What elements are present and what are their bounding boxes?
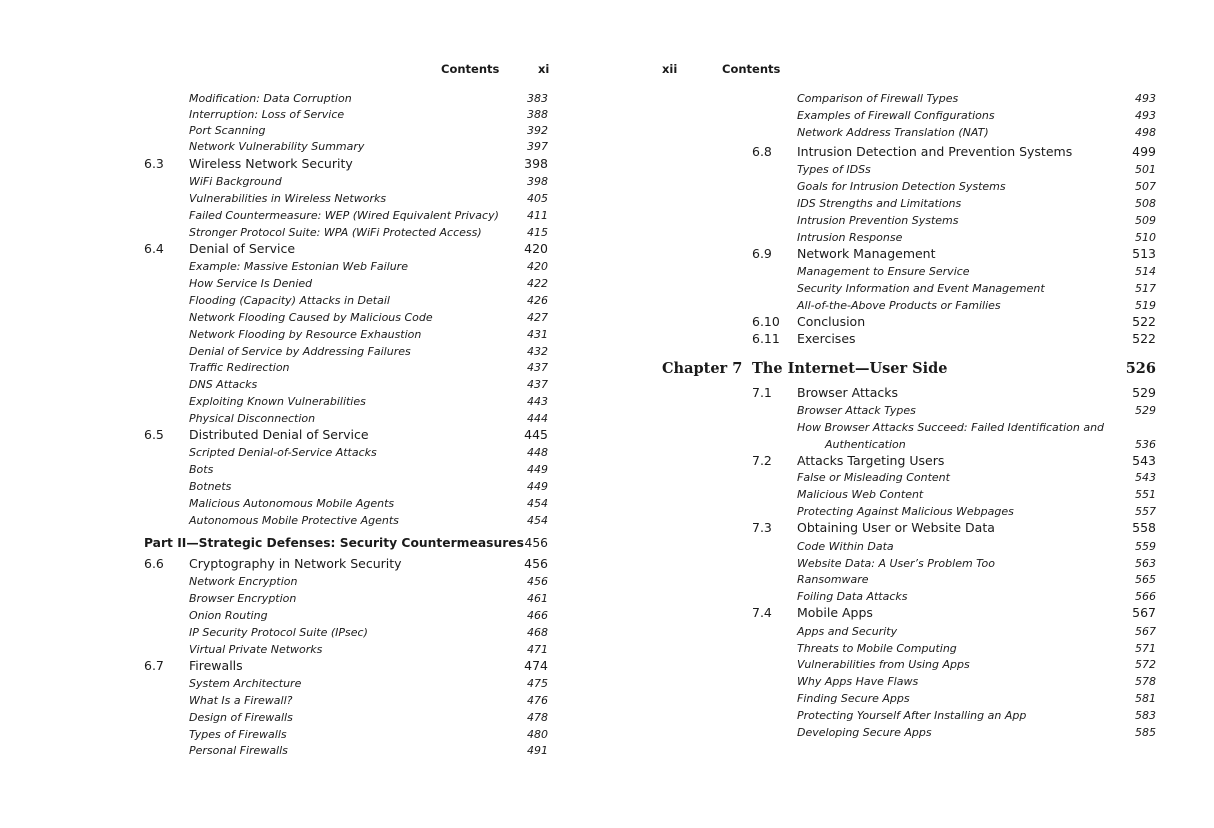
page-number: 519 (1135, 299, 1156, 312)
page-number: 432 (527, 345, 548, 358)
page-number: 449 (527, 463, 548, 476)
subsection-title: Types of Firewalls (189, 728, 287, 741)
page-number: 557 (1135, 505, 1156, 518)
subsection-title: Autonomous Mobile Protective Agents (189, 514, 399, 527)
subsection-title: Apps and Security (797, 625, 898, 638)
subsection-title: Botnets (189, 480, 232, 493)
page-number: 563 (1135, 557, 1156, 570)
section-title: Obtaining User or Website Data (797, 520, 995, 535)
page-number: 583 (1135, 709, 1156, 722)
section-title: Network Management (797, 246, 936, 261)
subsection-title: Network Flooding by Resource Exhaustion (189, 328, 422, 341)
page-number: 475 (527, 677, 548, 690)
section-number: 6.4 (144, 241, 164, 256)
page-number: 559 (1135, 540, 1156, 553)
subsection-title: Foiling Data Attacks (797, 590, 908, 603)
page-number: 383 (527, 92, 548, 105)
page-number: 493 (1135, 109, 1156, 122)
page-number: 551 (1135, 488, 1156, 501)
page-number: 578 (1135, 675, 1156, 688)
subsection-title: Traffic Redirection (189, 361, 290, 374)
page-number: 493 (1135, 92, 1156, 105)
section-title: Conclusion (797, 314, 866, 329)
right-toc-page (607, 0, 1214, 828)
page-number: 456 (524, 536, 548, 550)
page-number: 581 (1135, 692, 1156, 705)
subsection-title: Types of IDSs (797, 163, 871, 176)
page-number: 449 (527, 480, 548, 493)
subsection-title: Vulnerabilities from Using Apps (797, 658, 970, 671)
page-number: 567 (1132, 605, 1156, 620)
section-title: Wireless Network Security (189, 156, 353, 171)
subsection-title: Port Scanning (189, 124, 266, 137)
page-number: 443 (527, 395, 548, 408)
page-number: 529 (1132, 385, 1156, 400)
page-number: 491 (527, 744, 548, 757)
subsection-title: Network Address Translation (NAT) (797, 126, 989, 139)
page-number: 566 (1135, 590, 1156, 603)
page-number: 585 (1135, 726, 1156, 739)
subsection-title: Failed Countermeasure: WEP (Wired Equivalent Privacy) (189, 209, 499, 222)
page-number: 415 (527, 226, 548, 239)
page-number: 437 (527, 378, 548, 391)
subsection-title: Comparison of Firewall Types (797, 92, 959, 105)
page-number: 499 (1132, 144, 1156, 159)
running-head-page-number: xi (538, 62, 550, 76)
page-number: 445 (524, 427, 548, 442)
page-number: 437 (527, 361, 548, 374)
subsection-title: Management to Ensure Service (797, 265, 970, 278)
page-number: 513 (1132, 246, 1156, 261)
subsection-title: How Service Is Denied (189, 277, 313, 290)
section-number: 7.3 (752, 520, 772, 535)
page-number: 508 (1135, 197, 1156, 210)
page-number: 543 (1132, 453, 1156, 468)
subsection-title: IDS Strengths and Limitations (797, 197, 962, 210)
subsection-title: Intrusion Response (797, 231, 903, 244)
page-number: 501 (1135, 163, 1156, 176)
subsection-title: Bots (189, 463, 214, 476)
subsection-title: System Architecture (189, 677, 302, 690)
section-number: 7.2 (752, 453, 772, 468)
page-number: 565 (1135, 573, 1156, 586)
subsection-title: Personal Firewalls (189, 744, 288, 757)
page-number: 543 (1135, 471, 1156, 484)
page-number: 427 (527, 311, 548, 324)
subsection-title-continued: Authentication (825, 438, 906, 451)
page-number: 420 (524, 241, 548, 256)
subsection-title: Interruption: Loss of Service (189, 108, 345, 121)
section-number: 6.9 (752, 246, 772, 261)
subsection-title: Malicious Web Content (797, 488, 924, 501)
section-number: 6.3 (144, 156, 164, 171)
page-number: 536 (1135, 438, 1156, 451)
subsection-title: Denial of Service by Addressing Failures (189, 345, 411, 358)
subsection-title: Developing Secure Apps (797, 726, 932, 739)
section-title: Exercises (797, 331, 856, 346)
subsection-title: Exploiting Known Vulnerabilities (189, 395, 366, 408)
subsection-title: Design of Firewalls (189, 711, 293, 724)
subsection-title: Examples of Firewall Configurations (797, 109, 995, 122)
chapter-title: The Internet—User Side (752, 360, 948, 377)
subsection-title: Network Flooding Caused by Malicious Code (189, 311, 433, 324)
page-number: 461 (527, 592, 548, 605)
section-title: Browser Attacks (797, 385, 899, 400)
page-number: 466 (527, 609, 548, 622)
section-number: 6.5 (144, 427, 164, 442)
page-number: 480 (527, 728, 548, 741)
page-number: 454 (527, 514, 548, 527)
page-number: 522 (1132, 314, 1156, 329)
page-number: 444 (527, 412, 548, 425)
page-number: 507 (1135, 180, 1156, 193)
subsection-title: Protecting Yourself After Installing an App (797, 709, 1027, 722)
subsection-title: How Browser Attacks Succeed: Failed Identification and (797, 421, 1105, 434)
page-number: 388 (527, 108, 548, 121)
section-title: Distributed Denial of Service (189, 427, 369, 442)
subsection-title: Network Vulnerability Summary (189, 140, 365, 153)
subsection-title: Network Encryption (189, 575, 298, 588)
page-number: 398 (527, 175, 548, 188)
subsection-title: Vulnerabilities in Wireless Networks (189, 192, 387, 205)
page-number: 398 (524, 156, 548, 171)
subsection-title: IP Security Protocol Suite (IPsec) (189, 626, 368, 639)
page-number: 456 (524, 556, 548, 571)
page-number: 474 (524, 658, 548, 673)
subsection-title: All-of-the-Above Products or Families (797, 299, 1001, 312)
running-head-page-number: xii (662, 62, 678, 76)
section-number: 6.10 (752, 314, 780, 329)
page-number: 448 (527, 446, 548, 459)
section-number: 7.1 (752, 385, 772, 400)
section-number: 7.4 (752, 605, 772, 620)
page-number: 456 (527, 575, 548, 588)
section-number: 6.11 (752, 331, 780, 346)
page-number: 510 (1135, 231, 1156, 244)
section-number: 6.6 (144, 556, 164, 571)
page-number: 411 (527, 209, 548, 222)
section-title: Attacks Targeting Users (797, 453, 945, 468)
subsection-title: Protecting Against Malicious Webpages (797, 505, 1014, 518)
page-number: 420 (527, 260, 548, 273)
section-number: 6.7 (144, 658, 164, 673)
page-number: 454 (527, 497, 548, 510)
subsection-title: Security Information and Event Management (797, 282, 1045, 295)
page-number: 509 (1135, 214, 1156, 227)
subsection-title: Physical Disconnection (189, 412, 316, 425)
subsection-title: Example: Massive Estonian Web Failure (189, 260, 408, 273)
page-number: 558 (1132, 520, 1156, 535)
subsection-title: Modification: Data Corruption (189, 92, 352, 105)
subsection-title: Goals for Intrusion Detection Systems (797, 180, 1006, 193)
running-head-title: Contents (722, 62, 781, 76)
page-number: 471 (527, 643, 548, 656)
page-number: 567 (1135, 625, 1156, 638)
subsection-title: WiFi Background (189, 175, 282, 188)
page-number: 468 (527, 626, 548, 639)
subsection-title: Code Within Data (797, 540, 894, 553)
subsection-title: Why Apps Have Flaws (797, 675, 919, 688)
page-number: 571 (1135, 642, 1156, 655)
running-head-title: Contents (441, 62, 500, 76)
page-number: 522 (1132, 331, 1156, 346)
subsection-title: Browser Attack Types (797, 404, 916, 417)
section-title: Intrusion Detection and Prevention Systems (797, 144, 1073, 159)
chapter-number: Chapter 7 (662, 360, 743, 377)
page-number: 397 (527, 140, 548, 153)
part-title: Part II—Strategic Defenses: Security Countermeasures (144, 536, 524, 550)
subsection-title: What Is a Firewall? (189, 694, 293, 707)
subsection-title: Malicious Autonomous Mobile Agents (189, 497, 395, 510)
page-number: 392 (527, 124, 548, 137)
subsection-title: Finding Secure Apps (797, 692, 910, 705)
subsection-title: Intrusion Prevention Systems (797, 214, 959, 227)
page-number: 514 (1135, 265, 1156, 278)
section-title: Cryptography in Network Security (189, 556, 402, 571)
subsection-title: Onion Routing (189, 609, 268, 622)
subsection-title: False or Misleading Content (797, 471, 950, 484)
subsection-title: Ransomware (797, 573, 869, 586)
subsection-title: DNS Attacks (189, 378, 258, 391)
subsection-title: Virtual Private Networks (189, 643, 323, 656)
page-number: 476 (527, 694, 548, 707)
page-number: 572 (1135, 658, 1156, 671)
section-title: Firewalls (189, 658, 243, 673)
page-number: 405 (527, 192, 548, 205)
subsection-title: Website Data: A User’s Problem Too (797, 557, 995, 570)
page-number: 529 (1135, 404, 1156, 417)
subsection-title: Browser Encryption (189, 592, 297, 605)
section-title: Mobile Apps (797, 605, 873, 620)
page-number: 426 (527, 294, 548, 307)
subsection-title: Scripted Denial-of-Service Attacks (189, 446, 377, 459)
page-number: 517 (1135, 282, 1156, 295)
subsection-title: Stronger Protocol Suite: WPA (WiFi Protected Access) (189, 226, 482, 239)
page-number: 422 (527, 277, 548, 290)
section-number: 6.8 (752, 144, 772, 159)
page-number: 526 (1125, 360, 1156, 377)
subsection-title: Flooding (Capacity) Attacks in Detail (189, 294, 390, 307)
page-number: 431 (527, 328, 548, 341)
page-number: 498 (1135, 126, 1156, 139)
subsection-title: Threats to Mobile Computing (797, 642, 957, 655)
section-title: Denial of Service (189, 241, 296, 256)
page-number: 478 (527, 711, 548, 724)
